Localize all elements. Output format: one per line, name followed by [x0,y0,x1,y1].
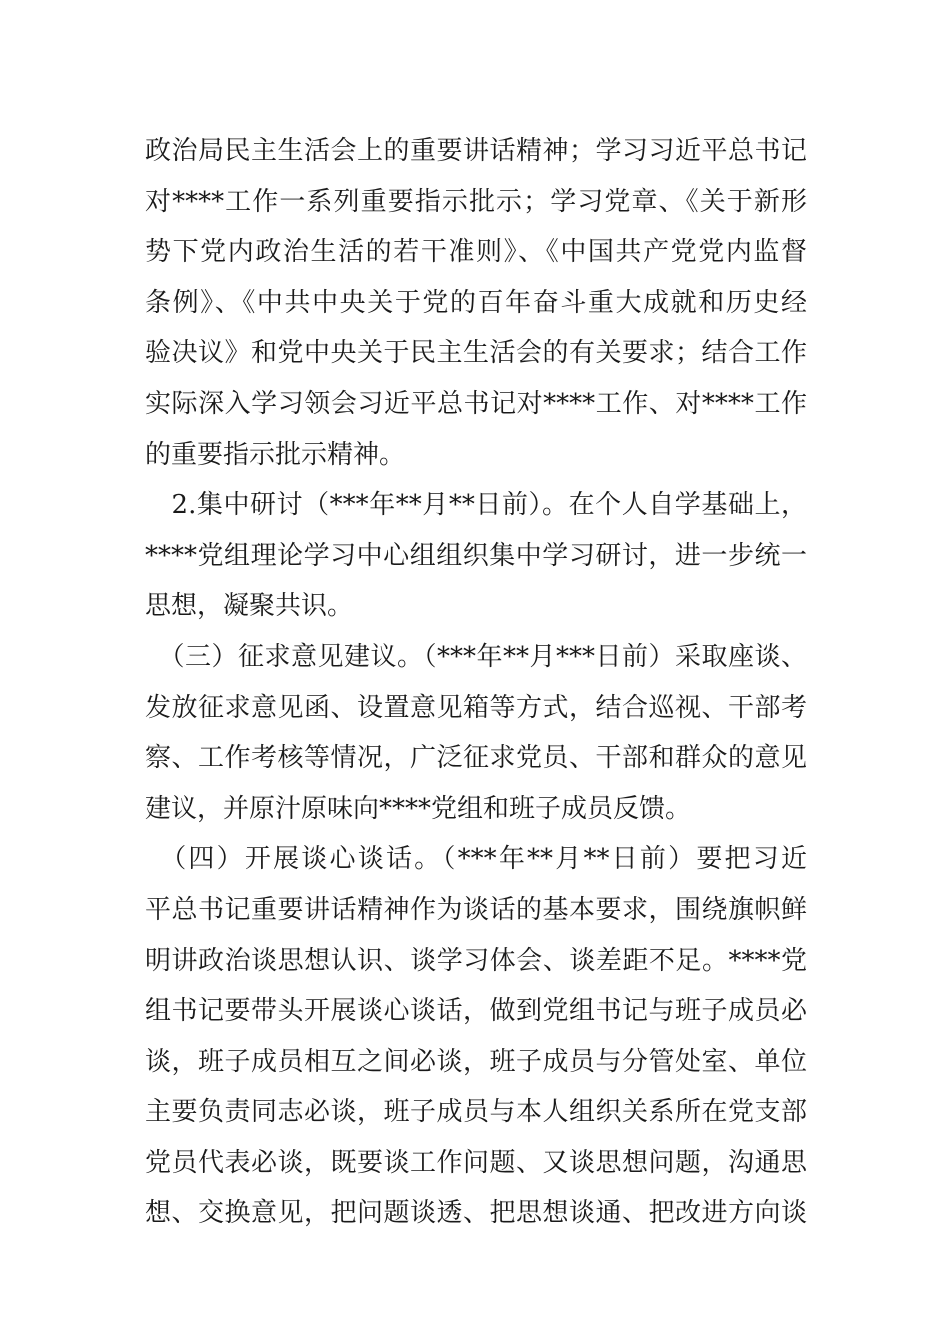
text-line: 思想，凝聚共识。 [145,591,354,622]
paragraph-focused-discussion [145,480,807,632]
text-line: 平总书记重要讲话精神作为谈话的基本要求，围绕旗帜鲜 [145,894,807,925]
text-line: 党员代表必谈，既要谈工作问题、又谈思想问题，沟通思 [145,1147,807,1178]
text-line: 建议，并原汁原味向****党组和班子成员反馈。 [145,793,692,824]
text-line: ****党组理论学习中心组组织集中学习研讨，进一步统一 [145,540,807,571]
text-line: 察、工作考核等情况，广泛征求党员、干部和群众的意见 [145,743,807,774]
text-line: 2.集中研讨（***年**月**日前）。在个人自学基础上， [145,490,807,521]
text-line: 的重要指示批示精神。 [145,439,406,470]
text-line: 谈，班子成员相互之间必谈，班子成员与分管处室、单位 [145,1046,807,1077]
text-line: 政治局民主生活会上的重要讲话精神；学习习近平总书记 [145,136,807,166]
text-line: 对****工作一系列重要指示批示；学习党章、《关于新形 [145,186,807,217]
text-line: 想、交换意见，把问题谈透、把思想谈通、把改进方向谈 [145,1198,807,1229]
text-line: 条例》、《中共中央关于党的百年奋斗重大成就和历史经 [145,287,807,318]
text-line: 发放征求意见函、设置意见箱等方式，结合巡视、干部考 [145,692,807,723]
text-line: 主要负责同志必谈，班子成员与本人组织关系所在党支部 [145,1097,807,1128]
text-line: （四）开展谈心谈话。（***年**月**日前）要把习近 [145,844,807,875]
paragraph-solicit-opinions [145,632,807,834]
document-body [145,126,807,1239]
text-line: 验决议》和党中央关于民主生活会的有关要求；结合工作 [145,338,807,369]
text-line: 组书记要带头开展谈心谈话，做到党组书记与班子成员必 [145,996,807,1027]
text-line: 势下党内政治生活的若干准则》、《中国共产党党内监督 [145,237,807,268]
paragraph-study-content [145,126,807,480]
text-line: （三）征求意见建议。（***年**月***日前）采取座谈、 [145,641,807,672]
paragraph-heart-to-heart-talks [145,834,807,1239]
text-line: 实际深入学习领会习近平总书记对****工作、对****工作 [145,388,807,419]
text-line: 明讲政治谈思想认识、谈学习体会、谈差距不足。****党 [145,945,807,976]
